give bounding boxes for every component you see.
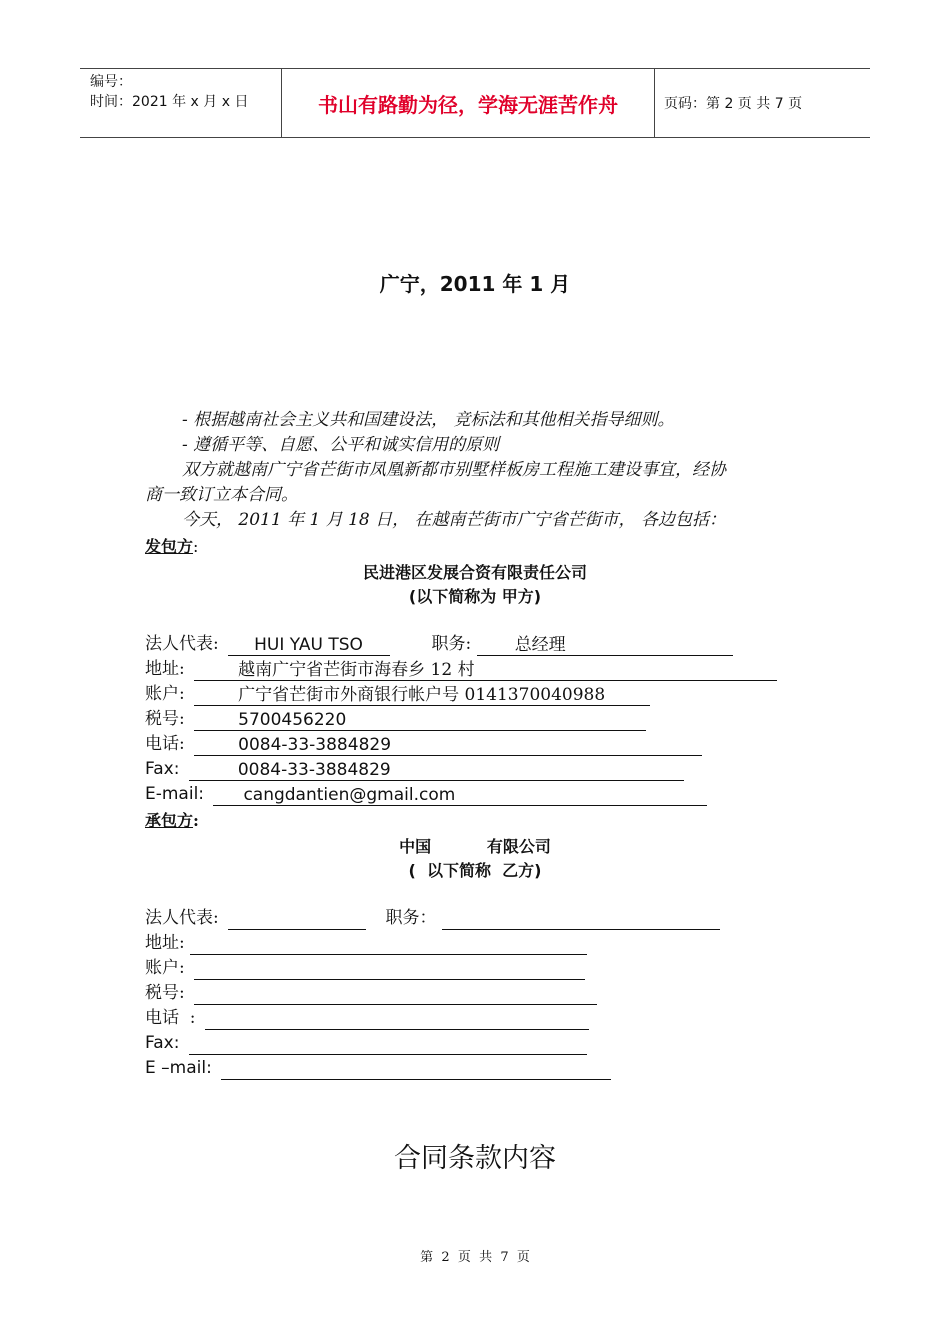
fax-field[interactable] — [189, 1034, 587, 1055]
fax-field — [189, 760, 684, 781]
party-a-heading-text: 发包方 — [145, 537, 194, 556]
rep-field[interactable] — [228, 909, 366, 930]
address-value: 越南广宁省芒街市海春乡 12 村 — [238, 660, 475, 680]
party-b-address-row — [145, 931, 587, 955]
email-value: cangdantien@gmail.com — [243, 785, 456, 805]
party-b-heading-text: 承包方 — [145, 811, 194, 830]
phone-label: 电话: — [145, 734, 185, 754]
party-b-phone-row — [145, 1006, 589, 1030]
header-page-cell — [654, 69, 870, 137]
rep-value: HUI YAU TSO — [254, 635, 363, 655]
phone-label: 电话 : — [145, 1008, 196, 1028]
address-field — [194, 660, 777, 681]
tax-label: 税号: — [145, 983, 185, 1003]
phone-field — [194, 735, 702, 756]
position-label: 职务: — [431, 634, 472, 654]
header-meta — [80, 69, 280, 137]
email-field — [213, 785, 707, 806]
account-value: 广宁省芒街市外商银行帐户号 0141370040988 — [238, 685, 606, 705]
account-field — [194, 685, 650, 706]
address-label: 地址: — [145, 659, 185, 679]
party-b-tax-row — [145, 981, 597, 1005]
fax-value: 0084-33-3884829 — [237, 760, 391, 780]
party-a-rep-row — [145, 632, 733, 656]
party-b-rep-row — [145, 906, 720, 930]
phone-field[interactable] — [205, 1009, 589, 1030]
preamble-line-5: 今天， 2011 年 1 月 18 日， 在越南芒街市广宁省芒街市， 各边包括： — [182, 510, 726, 530]
party-b-fax-row — [145, 1031, 587, 1055]
fax-label: Fax: — [145, 759, 180, 779]
party-b-heading — [145, 808, 199, 831]
tax-value: 5700456220 — [238, 710, 347, 730]
party-a-fax-row — [145, 757, 684, 781]
tax-field[interactable] — [194, 984, 597, 1005]
party-a-heading-colon: : — [193, 537, 199, 556]
rep-field — [228, 635, 390, 656]
position-label: 职务： — [385, 908, 437, 928]
party-a-phone-row — [145, 732, 702, 756]
preamble-line-2: - 遵循平等、自愿、公平和诚实信用的原则 — [182, 435, 500, 455]
email-label: E-mail: — [145, 784, 205, 804]
section-title: 合同条款内容 — [394, 1143, 556, 1174]
party-b-email-row — [145, 1056, 611, 1080]
position-field[interactable] — [442, 909, 720, 930]
fax-label: Fax: — [145, 1033, 180, 1053]
party-a-address-row — [145, 657, 777, 681]
position-value: 总经理 — [514, 635, 566, 655]
header-slogan: 书山有路勤为径，学海无涯苦作舟 — [318, 92, 618, 117]
email-field[interactable] — [221, 1059, 611, 1080]
time-label: 时间：2021 年 x 月 x 日 — [90, 94, 249, 110]
tax-label: 税号: — [145, 709, 185, 729]
place-date: 广宁，2011 年 1 月 — [379, 272, 571, 296]
party-a-email-row — [145, 782, 707, 806]
party-a-company: 民进港区发展合资有限责任公司 — [362, 563, 587, 582]
party-a-account-row — [145, 682, 650, 706]
rep-label: 法人代表: — [145, 908, 219, 928]
party-b-account-row — [145, 956, 585, 980]
preamble-line-3: 双方就越南广宁省芒街市凤凰新都市别墅样板房工程施工建设事宜，经协 — [182, 460, 726, 480]
page-label: 页码：第 2 页 共 7 页 — [664, 96, 803, 112]
party-b-alias: ( 以下简称 乙方) — [408, 861, 542, 880]
page-header — [80, 68, 870, 138]
preamble-line-1: - 根据越南社会主义共和国建设法， 竞标法和其他相关指导细则。 — [182, 410, 675, 430]
rep-label: 法人代表: — [145, 634, 219, 654]
account-label: 账户: — [145, 958, 185, 978]
account-label: 账户: — [145, 684, 185, 704]
address-field[interactable] — [190, 934, 587, 955]
party-a-alias: (以下简称为 甲方) — [408, 587, 542, 606]
party-b-heading-colon: : — [193, 811, 199, 830]
position-field — [477, 635, 733, 656]
party-a-heading — [145, 534, 198, 557]
email-label: E –mail: — [145, 1058, 212, 1078]
address-label: 地址: — [145, 933, 185, 953]
party-b-company: 中国 有限公司 — [399, 837, 551, 856]
tax-field — [194, 710, 646, 731]
number-label: 编号： — [90, 74, 132, 90]
party-a-tax-row — [145, 707, 646, 731]
page-footer: 第 2 页 共 7 页 — [420, 1250, 530, 1265]
phone-value: 0084-33-3884829 — [238, 735, 392, 755]
header-slogan-cell — [281, 69, 655, 137]
preamble-line-4: 商一致订立本合同。 — [145, 485, 298, 505]
account-field[interactable] — [194, 959, 585, 980]
